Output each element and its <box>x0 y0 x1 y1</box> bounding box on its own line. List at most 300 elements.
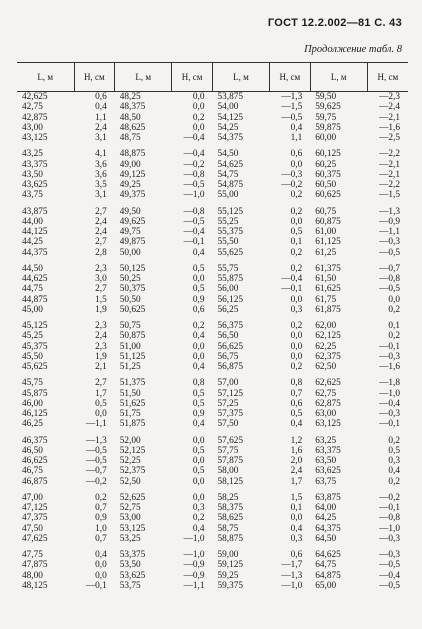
length-cell: 47,625 <box>22 533 48 544</box>
height-cell: 0,2 <box>290 206 303 217</box>
height-cell: 0,6 <box>290 398 303 409</box>
length-cell: 49,125 <box>119 169 146 180</box>
table-row <box>17 342 408 352</box>
height-cell: —0,3 <box>379 550 400 560</box>
height-cell: 0,5 <box>192 263 205 274</box>
length-cell: 48,125 <box>22 580 48 591</box>
table-continuation-caption: Продолжение табл. 8 <box>304 44 402 55</box>
table-row <box>17 466 408 476</box>
length-cell: 64,625 <box>315 550 341 560</box>
table-row <box>17 487 408 503</box>
length-cell: 52,75 <box>119 503 141 513</box>
height-cell: 0,3 <box>290 533 303 544</box>
height-cell: 0,0 <box>388 294 400 305</box>
height-cell: —1,3 <box>379 206 400 217</box>
length-cell: 56,75 <box>217 351 239 362</box>
height-cell: 0,5 <box>192 466 205 477</box>
length-cell: 48,375 <box>119 102 146 113</box>
table-row <box>17 201 408 217</box>
length-cell: 47,50 <box>22 523 43 534</box>
height-cell: 2,7 <box>95 206 107 217</box>
height-cell: 1,5 <box>290 492 303 503</box>
height-cell: 1,2 <box>290 435 303 446</box>
height-cell: —2,2 <box>379 180 400 190</box>
table-row <box>17 446 408 456</box>
table-row <box>17 217 408 227</box>
column-header: H, см <box>367 63 408 92</box>
height-cell: 1,0 <box>95 523 107 534</box>
length-cell: 50,50 <box>119 294 141 305</box>
length-cell: 46,125 <box>22 409 48 419</box>
table-row <box>17 544 408 560</box>
length-cell: 58,25 <box>217 492 239 503</box>
length-cell: 47,125 <box>22 503 48 513</box>
length-cell: 61,625 <box>315 284 341 295</box>
height-cell: 1,1 <box>290 133 303 143</box>
length-cell: 63,125 <box>315 419 341 430</box>
length-cell: 58,875 <box>217 533 244 544</box>
length-cell: 47,75 <box>22 550 43 560</box>
height-cell: 3,1 <box>95 133 107 143</box>
table-row <box>17 133 408 143</box>
height-cell: 0,7 <box>290 388 303 399</box>
length-cell: 62,375 <box>315 351 341 362</box>
height-cell: 0,2 <box>388 476 400 487</box>
height-cell: —0,5 <box>85 445 107 456</box>
length-cell: 43,375 <box>22 159 48 170</box>
length-cell: 45,625 <box>22 362 48 372</box>
height-cell: 0,5 <box>290 227 303 237</box>
height-cell: —1,0 <box>183 550 205 560</box>
height-cell: —2,1 <box>379 169 400 180</box>
table-row <box>17 352 408 362</box>
height-cell: —0,2 <box>379 492 400 503</box>
data-table <box>17 62 408 591</box>
height-cell: —2,3 <box>379 92 400 102</box>
height-cell: 0,7 <box>95 533 107 544</box>
height-cell: 3,1 <box>95 190 107 201</box>
height-cell: —0,3 <box>379 351 400 362</box>
table-row <box>17 503 408 513</box>
table-row <box>17 227 408 237</box>
height-cell: 0,0 <box>290 513 303 524</box>
height-cell: 0,0 <box>192 435 205 446</box>
height-cell: 0,4 <box>192 419 205 430</box>
table-row <box>17 315 408 331</box>
length-cell: 46,375 <box>22 435 48 446</box>
length-cell: 64,50 <box>315 533 337 544</box>
length-cell: 63,875 <box>315 492 341 503</box>
length-cell: 62,50 <box>315 362 337 372</box>
length-cell: 53,875 <box>217 92 244 102</box>
height-cell: —1,3 <box>85 435 107 446</box>
length-cell: 48,875 <box>119 149 146 160</box>
height-cell: 0,2 <box>388 331 400 342</box>
height-cell: —0,9 <box>379 216 400 227</box>
table-row <box>17 160 408 170</box>
length-cell: 48,25 <box>119 92 141 102</box>
length-cell: 43,75 <box>22 190 43 201</box>
height-cell: —0,8 <box>183 206 205 217</box>
height-cell: 2,0 <box>290 456 303 466</box>
length-cell: 55,00 <box>217 190 239 201</box>
length-cell: 48,50 <box>119 112 141 123</box>
length-cell: 45,00 <box>22 304 43 315</box>
height-cell: 0,1 <box>290 237 303 248</box>
height-cell: —0,4 <box>281 274 303 284</box>
height-cell: —0,5 <box>183 216 205 227</box>
height-cell: —1,8 <box>379 378 400 389</box>
length-cell: 46,875 <box>22 476 48 487</box>
height-cell: 0,6 <box>192 304 205 315</box>
height-cell: 0,4 <box>388 466 400 477</box>
length-cell: 44,375 <box>22 247 48 258</box>
height-cell: 0,0 <box>192 456 205 466</box>
length-cell: 62,00 <box>315 321 337 331</box>
height-cell: 0,0 <box>192 92 205 102</box>
height-cell: 0,3 <box>290 304 303 315</box>
table-row <box>17 92 408 103</box>
height-cell: 0,7 <box>95 503 107 513</box>
height-cell: 0,4 <box>192 331 205 342</box>
height-cell: —0,1 <box>379 503 400 513</box>
length-cell: 45,75 <box>22 378 43 389</box>
height-cell: 0,4 <box>192 523 205 534</box>
height-cell: 0,4 <box>290 122 303 133</box>
height-cell: 0,8 <box>192 378 205 389</box>
table-row <box>17 123 408 133</box>
length-cell: 55,625 <box>217 247 244 258</box>
table-row <box>17 560 408 570</box>
length-cell: 57,375 <box>217 409 244 419</box>
height-cell: —0,1 <box>85 580 107 591</box>
length-cell: 60,50 <box>315 180 337 190</box>
length-cell: 46,00 <box>22 398 43 409</box>
height-cell: 2,7 <box>95 237 107 248</box>
height-cell: —1,5 <box>281 102 303 113</box>
height-cell: 2,1 <box>95 362 107 372</box>
height-cell: 0,0 <box>290 351 303 362</box>
length-cell: 53,50 <box>119 560 141 571</box>
height-cell: 1,7 <box>290 476 303 487</box>
length-cell: 52,00 <box>119 435 141 446</box>
height-cell: —0,7 <box>85 466 107 477</box>
length-cell: 55,875 <box>217 274 244 284</box>
length-cell: 58,75 <box>217 523 239 534</box>
height-cell: 2,4 <box>95 216 107 227</box>
column-header: L, м <box>310 63 367 92</box>
height-cell: 0,0 <box>192 476 205 487</box>
height-cell: —0,2 <box>281 180 303 190</box>
height-cell: —0,4 <box>183 227 205 237</box>
height-cell: 2,8 <box>95 247 107 258</box>
length-cell: 49,25 <box>119 180 141 190</box>
length-cell: 58,375 <box>217 503 244 513</box>
length-cell: 55,25 <box>217 216 239 227</box>
length-cell: 44,50 <box>22 263 43 274</box>
length-cell: 44,75 <box>22 284 43 295</box>
length-cell: 57,125 <box>217 388 244 399</box>
length-cell: 44,875 <box>22 294 48 305</box>
length-cell: 42,75 <box>22 102 43 113</box>
length-cell: 62,75 <box>315 388 337 399</box>
length-cell: 51,125 <box>119 351 146 362</box>
height-cell: 0,0 <box>290 159 303 170</box>
length-cell: 45,125 <box>22 321 48 331</box>
length-cell: 62,25 <box>315 341 337 352</box>
length-cell: 43,875 <box>22 206 48 217</box>
table-row <box>17 456 408 466</box>
length-cell: 63,25 <box>315 435 337 446</box>
length-cell: 49,625 <box>119 216 146 227</box>
length-cell: 63,50 <box>315 456 337 466</box>
length-cell: 54,125 <box>217 112 244 123</box>
height-cell: 0,2 <box>290 362 303 372</box>
length-cell: 52,25 <box>119 456 141 466</box>
length-cell: 61,00 <box>315 227 337 237</box>
height-cell: —1,6 <box>379 362 400 372</box>
height-cell: —0,8 <box>379 513 400 524</box>
length-cell: 45,875 <box>22 388 48 399</box>
length-cell: 64,00 <box>315 503 337 513</box>
height-cell: —0,5 <box>183 180 205 190</box>
height-cell: 0,2 <box>290 321 303 331</box>
length-cell: 56,375 <box>217 321 244 331</box>
table-row <box>17 477 408 487</box>
column-header: H, см <box>270 63 311 92</box>
height-cell: 0,2 <box>192 112 205 123</box>
height-cell: 0,0 <box>192 492 205 503</box>
page-header: ГОСТ 12.2.002—81 С. 43 <box>267 17 402 29</box>
height-cell: —0,9 <box>183 560 205 571</box>
length-cell: 55,375 <box>217 227 244 237</box>
table-row <box>17 581 408 591</box>
length-cell: 46,25 <box>22 419 43 430</box>
length-cell: 64,375 <box>315 523 341 534</box>
height-cell: 0,2 <box>290 190 303 201</box>
length-cell: 63,625 <box>315 466 341 477</box>
table-row <box>17 274 408 284</box>
length-cell: 60,375 <box>315 169 341 180</box>
height-cell: 2,4 <box>95 122 107 133</box>
length-cell: 44,625 <box>22 274 48 284</box>
height-cell: 0,2 <box>192 321 205 331</box>
height-cell: 0,0 <box>290 216 303 227</box>
length-cell: 46,75 <box>22 466 43 477</box>
height-cell: 3,6 <box>95 169 107 180</box>
height-cell: —1,0 <box>281 580 303 591</box>
length-cell: 59,625 <box>315 102 341 113</box>
height-cell: —0,2 <box>85 476 107 487</box>
length-cell: 55,50 <box>217 237 239 248</box>
table-row <box>17 284 408 294</box>
table-row <box>17 571 408 581</box>
height-cell: 4,1 <box>95 149 107 160</box>
height-cell: 3,5 <box>95 180 107 190</box>
height-cell: 0,9 <box>192 409 205 419</box>
length-cell: 51,75 <box>119 409 141 419</box>
table-row <box>17 389 408 399</box>
height-cell: —0,1 <box>379 341 400 352</box>
column-header: L, м <box>115 63 172 92</box>
height-cell: —0,3 <box>379 237 400 248</box>
length-cell: 47,00 <box>22 492 43 503</box>
length-cell: 49,875 <box>119 237 146 248</box>
length-cell: 49,375 <box>119 190 146 201</box>
length-cell: 54,75 <box>217 169 239 180</box>
length-cell: 63,75 <box>315 476 337 487</box>
height-cell: —0,3 <box>379 533 400 544</box>
table-row <box>17 331 408 341</box>
length-cell: 50,75 <box>119 321 141 331</box>
length-cell: 58,125 <box>217 476 244 487</box>
length-cell: 61,125 <box>315 237 341 248</box>
height-cell: 0,2 <box>290 247 303 258</box>
height-cell: 0,4 <box>192 362 205 372</box>
length-cell: 56,25 <box>217 304 239 315</box>
length-cell: 50,375 <box>119 284 146 295</box>
height-cell: 2,7 <box>95 284 107 295</box>
height-cell: —0,1 <box>281 284 303 295</box>
table-row <box>17 534 408 544</box>
length-cell: 63,00 <box>315 409 337 419</box>
height-cell: 0,5 <box>290 409 303 419</box>
height-cell: 0,0 <box>95 570 107 581</box>
table-row <box>17 430 408 446</box>
length-cell: 55,125 <box>217 206 244 217</box>
height-cell: 0,0 <box>290 341 303 352</box>
table-row <box>17 258 408 274</box>
height-cell: —0,4 <box>379 570 400 581</box>
height-cell: —0,5 <box>379 247 400 258</box>
table-header-row <box>17 63 408 92</box>
length-cell: 59,00 <box>217 550 239 560</box>
height-cell: —0,5 <box>379 580 400 591</box>
height-cell: 0,2 <box>388 435 400 446</box>
height-cell: —0,3 <box>379 409 400 419</box>
table-row <box>17 102 408 112</box>
table-row <box>17 170 408 180</box>
height-cell: —0,5 <box>379 560 400 571</box>
length-cell: 65,00 <box>315 580 337 591</box>
table-row <box>17 372 408 388</box>
length-cell: 56,00 <box>217 284 239 295</box>
length-cell: 54,875 <box>217 180 244 190</box>
height-cell: —0,8 <box>379 274 400 284</box>
height-cell: 0,3 <box>388 456 400 466</box>
height-cell: 1,1 <box>95 112 107 123</box>
height-cell: —2,5 <box>379 133 400 143</box>
column-header: H, см <box>172 63 213 92</box>
height-cell: 0,4 <box>192 247 205 258</box>
length-cell: 43,125 <box>22 133 48 143</box>
height-cell: —1,1 <box>183 580 205 591</box>
length-cell: 53,00 <box>119 513 141 524</box>
length-cell: 43,625 <box>22 180 48 190</box>
length-cell: 54,00 <box>217 102 239 113</box>
table-row <box>17 409 408 419</box>
height-cell: 0,8 <box>290 378 303 389</box>
length-cell: 44,25 <box>22 237 43 248</box>
length-cell: 50,625 <box>119 304 146 315</box>
height-cell: —0,4 <box>379 398 400 409</box>
height-cell: 0,0 <box>290 294 303 305</box>
length-cell: 60,00 <box>315 133 337 143</box>
length-cell: 54,25 <box>217 122 239 133</box>
height-cell: 0,2 <box>388 304 400 315</box>
height-cell: —0,5 <box>281 112 303 123</box>
height-cell: —1,0 <box>183 190 205 201</box>
height-cell: 0,5 <box>192 445 205 456</box>
length-cell: 45,375 <box>22 341 48 352</box>
length-cell: 64,75 <box>315 560 337 571</box>
height-cell: 0,0 <box>192 274 205 284</box>
length-cell: 52,625 <box>119 492 146 503</box>
length-cell: 59,125 <box>217 560 244 571</box>
table-row <box>17 305 408 315</box>
height-cell: —2,1 <box>379 112 400 123</box>
height-cell: 3,6 <box>95 159 107 170</box>
length-cell: 49,50 <box>119 206 141 217</box>
height-cell: 2,4 <box>95 227 107 237</box>
length-cell: 61,50 <box>315 274 337 284</box>
column-header: H, см <box>74 63 115 92</box>
length-cell: 47,375 <box>22 513 48 524</box>
height-cell: 0,9 <box>95 513 107 524</box>
table-row <box>17 113 408 123</box>
height-cell: —2,4 <box>379 102 400 113</box>
height-cell: 0,0 <box>192 122 205 133</box>
height-cell: 0,2 <box>95 492 107 503</box>
height-cell: 0,4 <box>290 523 303 534</box>
height-cell: 0,6 <box>290 550 303 560</box>
length-cell: 52,375 <box>119 466 146 477</box>
height-cell: 0,9 <box>192 294 205 305</box>
table-row <box>17 362 408 372</box>
length-cell: 54,625 <box>217 159 244 170</box>
height-cell: 1,9 <box>95 304 107 315</box>
length-cell: 60,875 <box>315 216 341 227</box>
height-cell: 1,7 <box>95 388 107 399</box>
length-cell: 46,625 <box>22 456 48 466</box>
length-cell: 50,875 <box>119 331 146 342</box>
height-cell: —0,4 <box>183 149 205 160</box>
table-row <box>17 419 408 429</box>
length-cell: 49,00 <box>119 159 141 170</box>
length-cell: 58,00 <box>217 466 239 477</box>
length-cell: 50,125 <box>119 263 146 274</box>
length-cell: 53,625 <box>119 570 146 581</box>
length-cell: 63,375 <box>315 445 341 456</box>
length-cell: 51,25 <box>119 362 141 372</box>
height-cell: 1,5 <box>95 294 107 305</box>
height-cell: 0,6 <box>95 92 107 102</box>
length-cell: 61,875 <box>315 304 341 315</box>
length-cell: 48,75 <box>119 133 141 143</box>
height-cell: —0,7 <box>379 263 400 274</box>
length-cell: 43,00 <box>22 122 43 133</box>
height-cell: 0,4 <box>95 102 107 113</box>
height-cell: 2,3 <box>95 341 107 352</box>
length-cell: 53,125 <box>119 523 146 534</box>
height-cell: —1,3 <box>281 570 303 581</box>
length-cell: 53,75 <box>119 580 141 591</box>
height-cell: 0,5 <box>192 284 205 295</box>
table-row <box>17 190 408 200</box>
length-cell: 51,00 <box>119 341 141 352</box>
length-cell: 55,75 <box>217 263 239 274</box>
height-cell: 0,0 <box>192 351 205 362</box>
